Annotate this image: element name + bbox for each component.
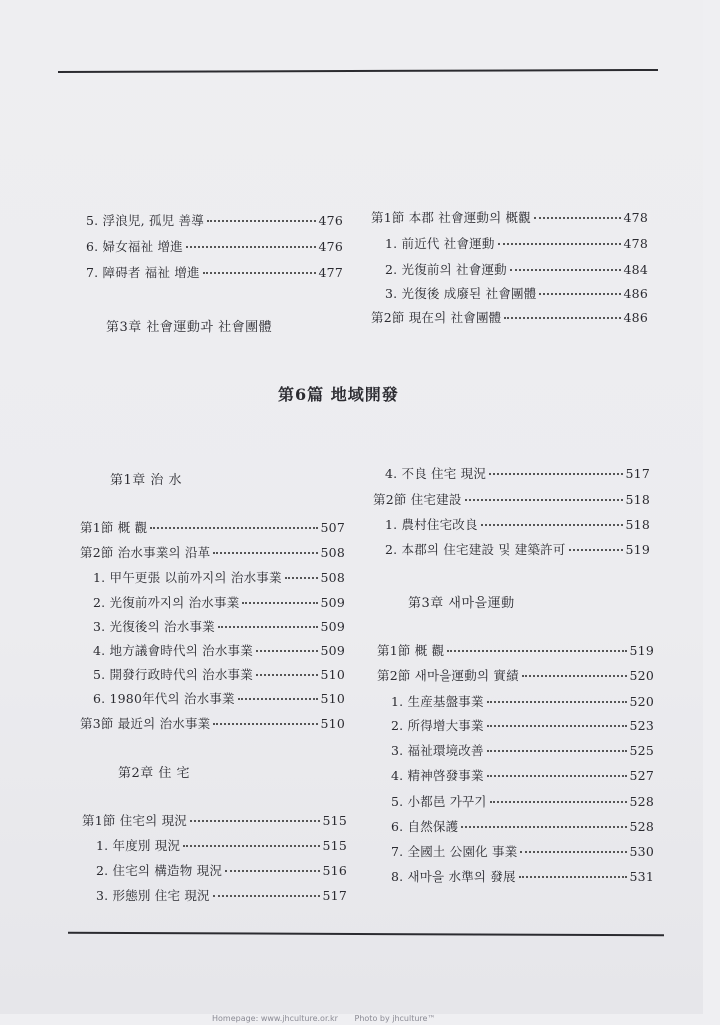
homepage-credit: Homepage: www.jhculture.or.kr xyxy=(212,1014,338,1023)
leader-dots xyxy=(490,801,627,803)
leader-dots xyxy=(520,851,626,853)
toc-entry: 5. 小都邑 가꾸기 528 xyxy=(391,794,654,809)
toc-entry: 3. 福祉環境改善 525 xyxy=(391,743,654,758)
leader-dots xyxy=(539,293,620,295)
toc-entry: 6. 自然保護 528 xyxy=(391,819,654,834)
chapter-heading: 第1章 治 水 xyxy=(110,473,183,488)
leader-dots xyxy=(207,220,316,222)
toc-entry: 第1節 本郡 社會運動의 概觀 478 xyxy=(371,210,648,225)
leader-dots xyxy=(487,775,627,777)
leader-dots xyxy=(504,317,620,319)
leader-dots xyxy=(213,723,317,725)
leader-dots xyxy=(256,650,318,652)
toc-entry: 第2節 새마을運動의 實績 520 xyxy=(377,668,654,683)
toc-entry: 第1節 概 觀 507 xyxy=(80,520,345,535)
top-rule xyxy=(58,69,658,73)
leader-dots xyxy=(225,870,320,872)
toc-entry: 2. 光復前의 社會運動 484 xyxy=(385,262,648,277)
toc-entry: 5. 開發行政時代의 治水事業 510 xyxy=(93,667,345,682)
toc-entry: 1. 前近代 社會運動 478 xyxy=(385,236,648,251)
toc-entry: 1. 甲午更張 以前까지의 治水事業 508 xyxy=(93,570,345,585)
toc-entry: 4. 地方議會時代의 治水事業 509 xyxy=(93,643,345,658)
toc-entry: 3. 光復後 成廢된 社會團體 486 xyxy=(385,286,648,301)
part-title: 第6篇 地域開發 xyxy=(278,385,399,404)
toc-entry: 4. 精神啓發事業 527 xyxy=(391,768,654,783)
toc-entry: 7. 障碍者 福祉 增進 477 xyxy=(86,265,343,280)
leader-dots xyxy=(150,527,317,529)
photo-credit xyxy=(212,1014,449,1023)
toc-entry: 第2節 住宅建設 518 xyxy=(373,492,650,507)
leader-dots xyxy=(487,701,627,703)
toc-entry: 2. 所得增大事業 523 xyxy=(391,718,654,733)
leader-dots xyxy=(186,246,316,248)
leader-dots xyxy=(489,473,622,475)
toc-entry: 第2節 治水事業의 沿革 508 xyxy=(80,545,345,560)
leader-dots xyxy=(447,650,626,652)
leader-dots xyxy=(183,845,319,847)
toc-entry: 3. 形態別 住宅 現況 517 xyxy=(96,888,347,903)
chapter-heading: 第3章 새마을運動 xyxy=(408,596,515,611)
leader-dots xyxy=(285,577,318,579)
leader-dots xyxy=(498,243,621,245)
toc-entry: 第1節 住宅의 現況 515 xyxy=(82,813,347,828)
leader-dots xyxy=(213,552,317,554)
leader-dots xyxy=(510,269,621,271)
leader-dots xyxy=(203,272,316,274)
leader-dots xyxy=(465,499,623,501)
photo-credit-text: Photo by jhculture™ xyxy=(354,1014,436,1023)
leader-dots xyxy=(519,876,627,878)
toc-entry: 2. 住宅의 構造物 現況 516 xyxy=(96,863,347,878)
leader-dots xyxy=(256,674,318,676)
toc-entry: 第3節 最近의 治水事業 510 xyxy=(80,716,345,731)
toc-entry: 3. 光復後의 治水事業 509 xyxy=(93,619,345,634)
leader-dots xyxy=(534,217,621,219)
leader-dots xyxy=(461,826,626,828)
toc-entry: 第1節 概 觀 519 xyxy=(377,643,654,658)
leader-dots xyxy=(522,675,627,677)
leader-dots xyxy=(569,549,623,551)
leader-dots xyxy=(481,524,623,526)
leader-dots xyxy=(213,895,320,897)
leader-dots xyxy=(190,820,320,822)
chapter-heading: 第2章 住 宅 xyxy=(118,766,191,781)
toc-entry: 7. 全國土 公園化 事業 530 xyxy=(391,844,654,859)
toc-entry: 6. 婦女福祉 增進 476 xyxy=(86,239,343,254)
toc-entry: 6. 1980年代의 治水事業 510 xyxy=(93,691,345,706)
toc-entry: 4. 不良 住宅 現況 517 xyxy=(385,466,650,481)
toc-entry: 第2節 現在의 社會團體 486 xyxy=(371,310,648,325)
toc-entry: 5. 浮浪児, 孤児 善導 476 xyxy=(86,213,343,228)
leader-dots xyxy=(487,750,627,752)
toc-entry: 8. 새마을 水準의 發展 531 xyxy=(391,869,654,884)
toc-entry: 2. 本郡의 住宅建設 및 建築許可 519 xyxy=(385,542,650,557)
toc-entry: 2. 光復前까지의 治水事業 509 xyxy=(93,595,345,610)
bottom-rule xyxy=(68,932,664,937)
leader-dots xyxy=(242,602,317,604)
toc-entry: 1. 生産基盤事業 520 xyxy=(391,694,654,709)
leader-dots xyxy=(218,626,318,628)
leader-dots xyxy=(487,725,627,727)
toc-entry: 1. 年度別 現況 515 xyxy=(96,838,347,853)
leader-dots xyxy=(238,698,318,700)
chapter-heading: 第3章 社會運動과 社會團體 xyxy=(106,320,273,335)
toc-entry: 1. 農村住宅改良 518 xyxy=(385,517,650,532)
